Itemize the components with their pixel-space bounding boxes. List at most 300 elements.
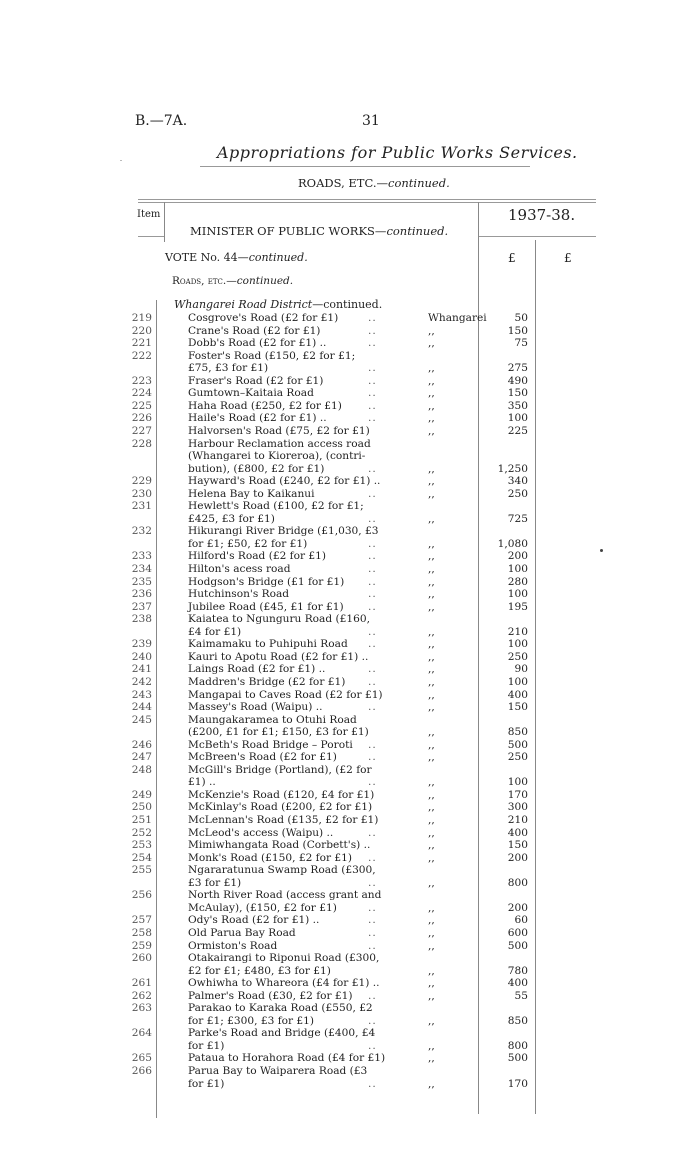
item-number: 265 — [131, 1052, 152, 1065]
roads-heading — [172, 275, 293, 287]
table-row — [0, 839, 700, 852]
table-row — [0, 965, 700, 978]
district-name: ,, — [428, 788, 435, 801]
item-number: 245 — [131, 713, 152, 726]
district-name: ,, — [428, 600, 435, 613]
district-name: ,, — [428, 638, 435, 651]
district-name: ,, — [428, 412, 435, 425]
district-name: ,, — [428, 588, 435, 601]
item-description: £4 for £1) — [188, 625, 242, 638]
vote-main: VOTE No. 44— — [165, 251, 249, 264]
item-description: Dobb's Road (£2 for £1) .. — [188, 337, 327, 350]
district-name: ,, — [428, 537, 435, 550]
item-number: 258 — [131, 926, 152, 939]
district-name: ,, — [428, 776, 435, 789]
item-description: Parua Bay to Waiparera Road (£3 — [188, 1065, 368, 1077]
item-description: Mangapai to Caves Road (£2 for £1) — [188, 688, 383, 701]
leader-dots: .. — [368, 776, 377, 789]
leader-dots: .. — [368, 324, 377, 337]
table-row — [0, 312, 700, 325]
item-number: 259 — [131, 939, 152, 952]
district-heading — [174, 298, 382, 311]
leader-dots: .. — [368, 939, 377, 952]
table-row — [0, 375, 700, 388]
leader-dots: .. — [368, 989, 377, 1002]
item-number: 235 — [131, 575, 152, 588]
table-row — [0, 601, 700, 614]
amount-value: 100 — [507, 776, 528, 789]
item-description: Crane's Road (£2 for £1) — [188, 324, 321, 337]
table-row — [0, 663, 700, 676]
item-description: McKinlay's Road (£200, £2 for £1) — [188, 801, 373, 814]
item-number: 251 — [131, 814, 152, 826]
item-description: Fraser's Road (£2 for £1) — [188, 374, 324, 387]
amount-value: 500 — [507, 939, 528, 952]
title-rule — [200, 166, 530, 167]
item-description: Pataua to Horahora Road (£4 for £1) — [188, 1052, 386, 1065]
item-description: Hewlett's Road (£100, £2 for £1; — [188, 500, 364, 513]
leader-dots: .. — [368, 487, 377, 500]
item-number: 232 — [131, 525, 152, 538]
pound-symbol-col1: £ — [508, 251, 516, 265]
table-row — [0, 425, 700, 438]
table-row — [0, 864, 700, 877]
item-number: 219 — [131, 312, 152, 324]
item-description: Palmer's Road (£30, £2 for £1) — [188, 989, 353, 1002]
item-description: Hilton's acess road — [188, 563, 291, 575]
item-description: Hayward's Road (£240, £2 for £1) .. — [188, 475, 381, 488]
page-title: Appropriations for Public Works Services. — [217, 143, 578, 162]
item-description: Foster's Road (£150, £2 for £1; — [188, 349, 356, 362]
amount-value: 490 — [507, 374, 528, 387]
amount-value: 150 — [507, 324, 528, 337]
pound-symbol-col2: £ — [564, 251, 572, 265]
table-row — [0, 538, 700, 551]
item-description: Hilford's Road (£2 for £1) — [188, 550, 327, 563]
item-number: 247 — [131, 751, 152, 764]
item-number: 242 — [131, 675, 152, 688]
item-number: 222 — [131, 349, 152, 362]
amount-value: 55 — [514, 989, 528, 1002]
table-row — [0, 337, 700, 350]
amount-value: 225 — [507, 424, 528, 437]
section-subtitle — [298, 176, 450, 190]
district-name: ,, — [428, 726, 435, 739]
leader-dots: .. — [368, 876, 377, 889]
amount-value: 350 — [507, 399, 528, 412]
item-number: 254 — [131, 851, 152, 864]
item-number: 253 — [131, 839, 152, 852]
item-description: Kaimamaku to Puhipuhi Road — [188, 638, 348, 651]
item-number: 262 — [131, 989, 152, 1002]
amount-value: 200 — [507, 901, 528, 914]
item-description: Parakao to Karaka Road (£550, £2 — [188, 1002, 373, 1015]
item-description: McGill's Bridge (Portland), (£2 for — [188, 763, 372, 776]
amount-value: 780 — [507, 964, 528, 977]
item-number: 248 — [131, 763, 152, 776]
item-number: 237 — [131, 600, 152, 613]
amount-value: 100 — [507, 638, 528, 651]
district-name: ,, — [428, 650, 435, 663]
item-number: 255 — [131, 864, 152, 877]
item-description: Halvorsen's Road (£75, £2 for £1) — [188, 424, 370, 437]
item-number: 233 — [131, 550, 152, 563]
leader-dots: .. — [368, 512, 377, 525]
table-row — [0, 927, 700, 940]
item-number: 256 — [131, 889, 152, 902]
item-description: Kaiatea to Ngunguru Road (£160, — [188, 613, 370, 626]
table-row — [0, 789, 700, 802]
amount-value: 250 — [507, 751, 528, 764]
table-row — [0, 387, 700, 400]
amount-value: 200 — [507, 851, 528, 864]
leader-dots: .. — [368, 751, 377, 764]
leader-dots: .. — [368, 362, 377, 375]
table-row — [0, 814, 700, 827]
leader-dots: .. — [368, 550, 377, 563]
table-row — [0, 412, 700, 425]
district-name: ,, — [428, 512, 435, 525]
district-continued: —continued. — [312, 298, 383, 311]
amount-value: 400 — [507, 826, 528, 839]
table-row — [0, 827, 700, 840]
table-row — [0, 701, 700, 714]
item-description: Old Parua Bay Road — [188, 926, 296, 939]
district-name: ,, — [428, 914, 435, 927]
district-name: ,, — [428, 487, 435, 500]
district-name: ,, — [428, 977, 435, 990]
item-description: Maungakaramea to Otuhi Road — [188, 713, 357, 726]
leader-dots: .. — [368, 575, 377, 588]
district-name: ,, — [428, 876, 435, 889]
year-header-rule — [478, 236, 596, 237]
item-number: 249 — [131, 788, 152, 801]
amount-value: 210 — [507, 814, 528, 826]
district-name: ,, — [428, 851, 435, 864]
district-name: ,, — [428, 701, 435, 714]
district-name: ,, — [428, 475, 435, 488]
table-row — [0, 902, 700, 915]
leader-dots: .. — [368, 625, 377, 638]
table-row — [0, 1002, 700, 1015]
leader-dots: .. — [368, 1039, 377, 1052]
item-description: McBreen's Road (£2 for £1) — [188, 751, 337, 764]
amount-value: 100 — [507, 588, 528, 601]
leader-dots: .. — [368, 926, 377, 939]
leader-dots: .. — [368, 600, 377, 613]
year-column-header: 1937-38. — [508, 206, 576, 224]
district-name: ,, — [428, 462, 435, 475]
item-description: Maddren's Bridge (£2 for £1) — [188, 675, 346, 688]
table-row — [0, 1052, 700, 1065]
table-row — [0, 889, 700, 902]
table-top-rule-2 — [138, 202, 596, 203]
table-row — [0, 877, 700, 890]
table-row — [0, 852, 700, 865]
amount-value: 800 — [507, 1039, 528, 1052]
district-name: ,, — [428, 926, 435, 939]
item-number: 226 — [131, 412, 152, 425]
leader-dots: .. — [368, 1077, 377, 1090]
item-number: 227 — [131, 424, 152, 437]
amount-value: 400 — [507, 688, 528, 701]
item-number: 231 — [131, 500, 152, 513]
amount-value: 500 — [507, 1052, 528, 1065]
amount-value: 800 — [507, 876, 528, 889]
table-row — [0, 676, 700, 689]
leader-dots: .. — [368, 675, 377, 688]
item-description: (£200, £1 for £1; £150, £3 for £1) — [188, 726, 369, 739]
item-number: 228 — [131, 437, 152, 450]
table-row — [0, 638, 700, 651]
item-number: 261 — [131, 977, 152, 990]
amount-value: 100 — [507, 563, 528, 575]
amount-value: 275 — [507, 362, 528, 375]
item-column-rule — [164, 202, 165, 242]
item-number: 240 — [131, 650, 152, 663]
minister-heading — [190, 224, 448, 238]
leader-dots: .. — [368, 312, 377, 324]
table-row — [0, 450, 700, 463]
item-description: bution), (£800, £2 for £1) — [188, 462, 325, 475]
item-description: Kauri to Apotu Road (£2 for £1) .. — [188, 650, 369, 663]
item-number: 238 — [131, 613, 152, 626]
leader-dots: .. — [368, 563, 377, 575]
roads-continued: continued. — [236, 275, 294, 287]
item-description: £75, £3 for £1) — [188, 362, 269, 375]
table-row — [0, 626, 700, 639]
amount-value: 280 — [507, 575, 528, 588]
item-description: Haha Road (£250, £2 for £1) — [188, 399, 342, 412]
item-description: Hikurangi River Bridge (£1,030, £3 — [188, 525, 379, 538]
district-name: ,, — [428, 939, 435, 952]
amount-value: 100 — [507, 412, 528, 425]
table-row — [0, 714, 700, 727]
table-row — [0, 475, 700, 488]
table-row — [0, 525, 700, 538]
item-description: for £1; £50, £2 for £1) — [188, 537, 308, 550]
table-row — [0, 438, 700, 451]
leader-dots: .. — [368, 914, 377, 927]
item-number: 223 — [131, 374, 152, 387]
amount-value: 400 — [507, 977, 528, 990]
item-description: Ormiston's Road — [188, 939, 278, 952]
item-column-header: Item — [137, 209, 161, 220]
item-description: Hodgson's Bridge (£1 for £1) — [188, 575, 345, 588]
amount-value: 200 — [507, 550, 528, 563]
table-row — [0, 801, 700, 814]
item-number: 234 — [131, 563, 152, 575]
item-number: 263 — [131, 1002, 152, 1015]
leader-dots: .. — [368, 638, 377, 651]
leader-dots: .. — [368, 337, 377, 350]
amount-value: 850 — [507, 1014, 528, 1027]
item-description: Jubilee Road (£45, £1 for £1) — [188, 600, 344, 613]
district-name: ,, — [428, 751, 435, 764]
item-number: 239 — [131, 638, 152, 651]
table-row — [0, 400, 700, 413]
district-name: ,, — [428, 814, 435, 826]
subtitle-main: ROADS, ETC.— — [298, 176, 389, 190]
roads-main: Roads, etc.— — [172, 275, 237, 287]
amount-value: 90 — [514, 663, 528, 676]
item-description: North River Road (access grant and — [188, 889, 382, 902]
table-row — [0, 350, 700, 363]
amount-value: 195 — [507, 600, 528, 613]
amount-value: 340 — [507, 475, 528, 488]
amount-value: 170 — [507, 788, 528, 801]
district-name: Whangarei Road District — [174, 298, 313, 311]
report-code: B.—7A. — [135, 113, 188, 129]
item-description: for £1) — [188, 1077, 225, 1090]
amount-value: 210 — [507, 625, 528, 638]
table-row — [0, 1027, 700, 1040]
item-number: 225 — [131, 399, 152, 412]
amount-value: 500 — [507, 738, 528, 751]
district-name: ,, — [428, 337, 435, 350]
item-number: 230 — [131, 487, 152, 500]
district-name: ,, — [428, 901, 435, 914]
district-name: ,, — [428, 738, 435, 751]
table-row — [0, 990, 700, 1003]
district-name: ,, — [428, 1014, 435, 1027]
item-description: Cosgrove's Road (£2 for £1) — [188, 312, 339, 324]
item-description: £1) .. — [188, 776, 216, 789]
leader-dots: .. — [368, 412, 377, 425]
amount-value: 250 — [507, 650, 528, 663]
leader-dots: .. — [368, 701, 377, 714]
table-row — [0, 362, 700, 375]
district-name: ,, — [428, 688, 435, 701]
table-row — [0, 1040, 700, 1053]
item-description: Gumtown–Kaitaia Road — [188, 387, 314, 400]
page-number: 31 — [362, 113, 380, 129]
item-number: 243 — [131, 688, 152, 701]
item-description: £2 for £1; £480, £3 for £1) — [188, 964, 331, 977]
table-row — [0, 651, 700, 664]
leader-dots: .. — [368, 826, 377, 839]
district-name: ,, — [428, 575, 435, 588]
leader-dots: .. — [368, 399, 377, 412]
leader-dots: .. — [368, 462, 377, 475]
table-row — [0, 1065, 700, 1078]
amount-value: 725 — [507, 512, 528, 525]
item-description: Massey's Road (Waipu) .. — [188, 701, 323, 714]
item-description: Helena Bay to Kaikanui — [188, 487, 315, 500]
table-row — [0, 952, 700, 965]
item-number: 260 — [131, 952, 152, 965]
district-name: ,, — [428, 625, 435, 638]
amount-value: 50 — [514, 312, 528, 324]
district-name: Whangarei — [428, 312, 487, 324]
district-name: ,, — [428, 362, 435, 375]
item-description: for £1; £300, £3 for £1) — [188, 1014, 315, 1027]
item-description: Owhiwha to Whareora (£4 for £1) .. — [188, 977, 380, 990]
leader-dots: .. — [368, 387, 377, 400]
item-description: McLennan's Road (£135, £2 for £1) — [188, 814, 379, 826]
table-row — [0, 588, 700, 601]
table-row — [0, 689, 700, 702]
leader-dots: .. — [368, 537, 377, 550]
item-description: McLeod's access (Waipu) .. — [188, 826, 334, 839]
amount-value: 60 — [514, 914, 528, 927]
table-row — [0, 1015, 700, 1028]
district-name: ,, — [428, 964, 435, 977]
amount-value: 850 — [507, 726, 528, 739]
table-row — [0, 325, 700, 338]
vote-heading — [165, 251, 308, 264]
leader-dots: .. — [368, 1014, 377, 1027]
item-description: McKenzie's Road (£120, £4 for £1) — [188, 788, 375, 801]
item-description: £3 for £1) — [188, 876, 242, 889]
item-number: 229 — [131, 475, 152, 488]
table-row — [0, 563, 700, 576]
table-row — [0, 940, 700, 953]
district-name: ,, — [428, 424, 435, 437]
district-name: ,, — [428, 801, 435, 814]
amount-value: 150 — [507, 387, 528, 400]
item-description: McBeth's Road Bridge – Poroti — [188, 738, 353, 751]
table-top-rule — [138, 199, 596, 200]
table-row — [0, 550, 700, 563]
item-description: McAulay), (£150, £2 for £1) — [188, 901, 337, 914]
district-name: ,, — [428, 374, 435, 387]
item-description: Mimiwhangata Road (Corbett's) .. — [188, 839, 371, 852]
table-row — [0, 776, 700, 789]
item-description: Laings Road (£2 for £1) .. — [188, 663, 326, 676]
table-row — [0, 977, 700, 990]
district-name: ,, — [428, 826, 435, 839]
item-number: 221 — [131, 337, 152, 350]
district-name: ,, — [428, 1077, 435, 1090]
leader-dots: .. — [368, 663, 377, 676]
vote-continued: continued. — [248, 251, 308, 264]
table-row — [0, 513, 700, 526]
item-number: 236 — [131, 588, 152, 601]
item-description: Ngararatunua Swamp Road (£300, — [188, 864, 376, 877]
district-name: ,, — [428, 550, 435, 563]
table-row — [0, 914, 700, 927]
amount-value: 100 — [507, 675, 528, 688]
district-name: ,, — [428, 1039, 435, 1052]
item-description: £425, £3 for £1) — [188, 512, 275, 525]
district-name: ,, — [428, 563, 435, 575]
amount-value: 1,080 — [497, 537, 528, 550]
table-row — [0, 751, 700, 764]
district-name: ,, — [428, 675, 435, 688]
item-number: 224 — [131, 387, 152, 400]
item-number: 246 — [131, 738, 152, 751]
minister-main: MINISTER OF PUBLIC WORKS— — [190, 224, 387, 238]
item-number: 252 — [131, 826, 152, 839]
item-description: Ody's Road (£2 for £1) .. — [188, 914, 320, 927]
table-row — [0, 726, 700, 739]
amount-value: 300 — [507, 801, 528, 814]
leader-dots: .. — [368, 738, 377, 751]
district-name: ,, — [428, 989, 435, 1002]
table-row — [0, 613, 700, 626]
district-name: ,, — [428, 663, 435, 676]
table-row — [0, 500, 700, 513]
print-speck — [600, 549, 603, 552]
table-row — [0, 739, 700, 752]
district-name: ,, — [428, 324, 435, 337]
item-number: 266 — [131, 1065, 152, 1077]
item-number: 257 — [131, 914, 152, 927]
item-number: 241 — [131, 663, 152, 676]
district-name: ,, — [428, 399, 435, 412]
leader-dots: .. — [368, 901, 377, 914]
